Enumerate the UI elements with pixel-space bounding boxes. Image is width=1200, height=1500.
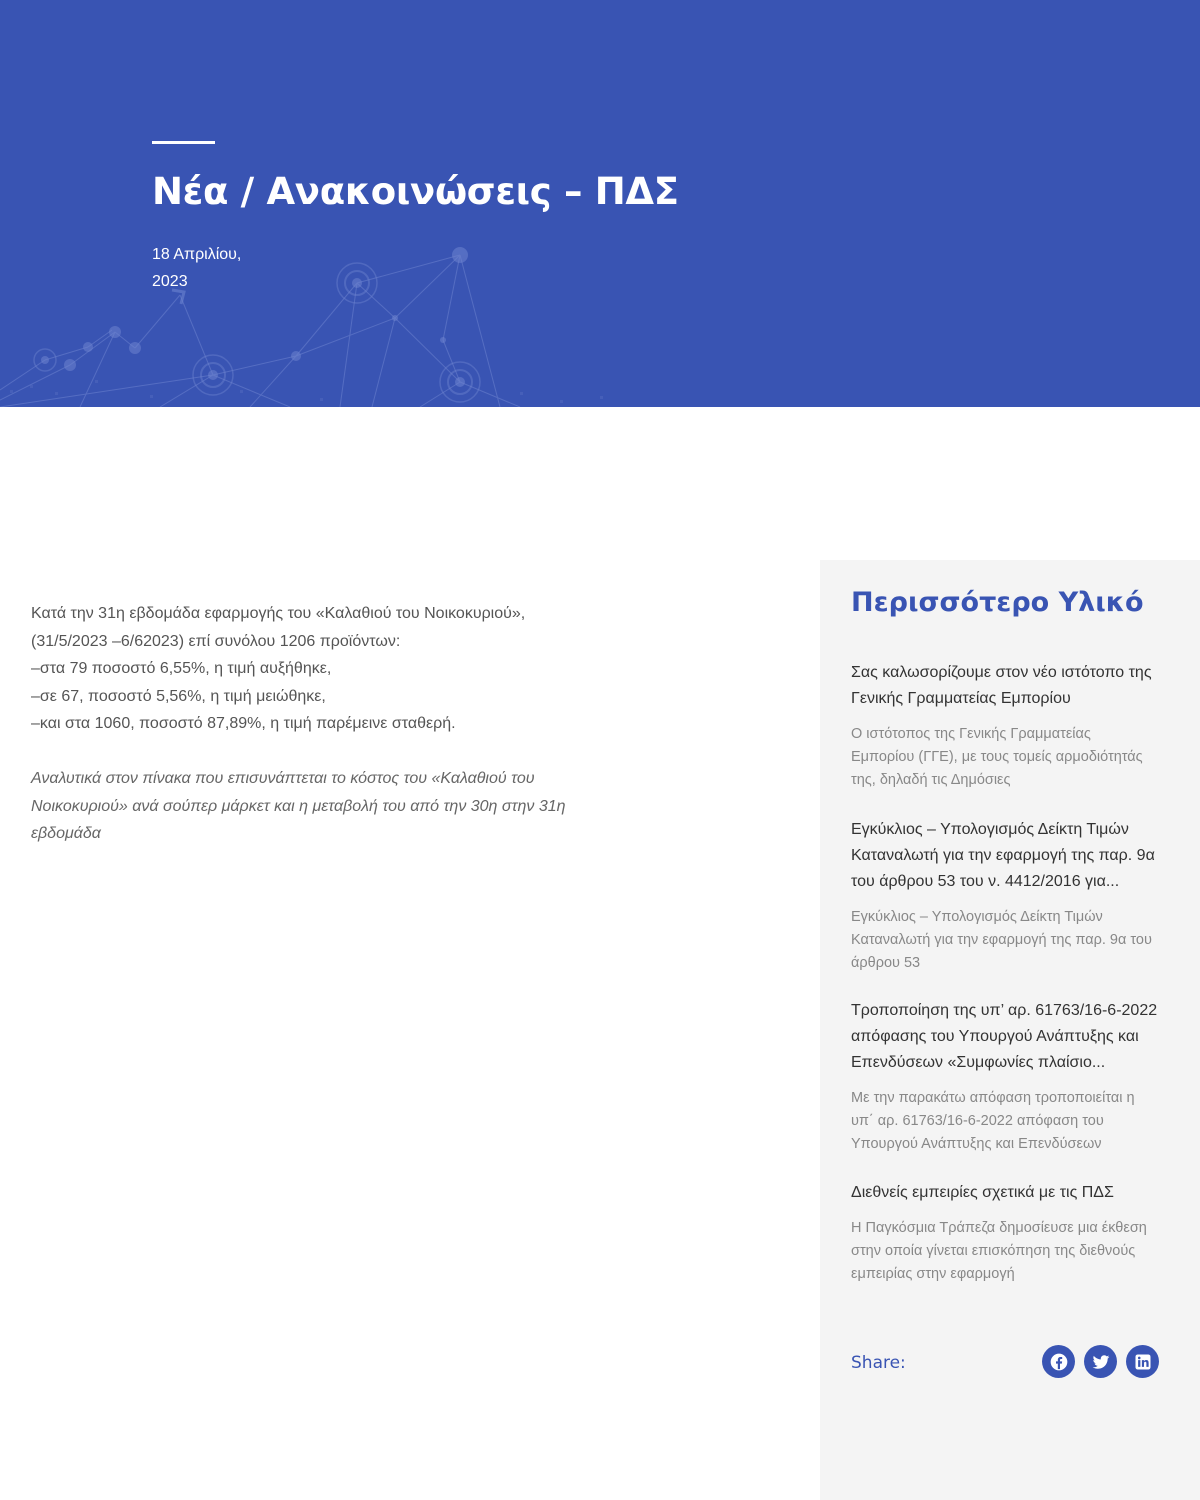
post-title-line: Γενικής Γραμματείας Εμπορίου [851,690,1071,707]
article-line: –και στα 1060, ποσοστό 87,89%, η τιμή παρέμεινε σταθερή. [31,715,456,732]
post-excerpt-line: Ο ιστότοπος της Γενικής Γραμματείας [851,726,1091,742]
post-excerpt-line: υπ΄ αρ. 61763/16-6-2022 απόφαση του [851,1113,1104,1129]
post-excerpt-line: Εμπορίου (ΓΓΕ), με τους τομείς αρμοδιότητάς [851,749,1143,765]
post-title-line: Διεθνείς εμπειρίες σχετικά με τις ΠΔΣ [851,1184,1114,1201]
post-title-line: Επενδύσεων «Συμφωνίες πλαίσιο... [851,1054,1106,1071]
post-excerpt-line: Καταναλωτή για την εφαρμογή της παρ. 9α του [851,932,1152,948]
article-body [31,600,601,848]
linkedin-icon [1134,1353,1152,1371]
article-note-line: εβδομάδα [31,825,101,842]
linkedin-share-button[interactable] [1126,1345,1159,1378]
facebook-share-button[interactable] [1042,1345,1075,1378]
post-excerpt-line: Η Παγκόσμια Τράπεζα δημοσίευσε μια έκθεση [851,1220,1147,1236]
post-title-line: απόφασης του Υπουργού Ανάπτυξης και [851,1028,1139,1045]
sidebar-post [851,660,1171,792]
page-hero [0,0,1200,407]
article-line: (31/5/2023 –6/62023) επί συνόλου 1206 προϊόντων: [31,632,401,650]
page-title: Νέα / Ανακοινώσεις – ΠΔΣ [152,170,679,213]
sidebar-post-title-link[interactable] [851,660,1171,712]
post-title-line: Τροποποίηση της υπ’ αρ. 61763/16-6-2022 [851,1002,1158,1019]
post-title-line: Σας καλωσορίζουμε στον νέο ιστότοπο της [851,664,1152,681]
sidebar-post-title-link[interactable] [851,1180,1171,1206]
sidebar-more-material [820,560,1200,1500]
article-line: –στα 79 ποσοστό 6,55%, η τιμή αυξήθηκε, [31,660,332,677]
sidebar-post-excerpt [851,906,1171,975]
twitter-icon [1091,1352,1111,1372]
sidebar-post-excerpt [851,1217,1171,1286]
sidebar-post-excerpt [851,1087,1171,1156]
post-title-line: Καταναλωτή για την εφαρμογή της παρ. 9α [851,847,1155,864]
post-excerpt-line: Υπουργού Ανάπτυξης και Επενδύσεων [851,1136,1102,1152]
post-title-line: του άρθρου 53 του ν. 4412/2016 για... [851,873,1120,890]
post-excerpt-line: Εγκύκλιος – Υπολογισμός Δείκτη Τιμών [851,909,1103,925]
article-line: –σε 67, ποσοστό 5,56%, η τιμή μειώθηκε, [31,687,326,705]
post-excerpt-line: Με την παρακάτω απόφαση τροποποιείται η [851,1090,1135,1106]
sidebar-post-title-link[interactable] [851,817,1171,895]
hero-accent-rule [152,141,215,144]
post-date-day: 18 Απριλίου, [152,246,242,263]
twitter-share-button[interactable] [1084,1345,1117,1378]
sidebar-post [851,817,1171,975]
share-label: Share: [851,1353,906,1373]
post-date [152,241,292,295]
facebook-icon [1049,1352,1069,1372]
post-excerpt-line: άρθρου 53 [851,955,921,971]
sidebar-post-title-link[interactable] [851,998,1171,1076]
article-note-line: Αναλυτικά στον πίνακα που επισυνάπτεται το κόστος του «Καλαθιού του [31,770,535,787]
article-note-line: Νοικοκυριού» ανά σούπερ μάρκετ και η μεταβολή του από την 30η στην 31η [31,797,566,815]
post-excerpt-line: εμπειρίας στην εφαρμογή [851,1266,1015,1282]
post-title-line: Εγκύκλιος – Υπολογισμός Δείκτη Τιμών [851,821,1129,838]
paragraph-gap [31,738,601,766]
sidebar-post [851,998,1171,1156]
post-date-year: 2023 [152,273,188,290]
article-line: Κατά την 31η εβδομάδα εφαρμογής του «Καλαθιού του Νοικοκυριού», [31,605,526,622]
sidebar-post-excerpt [851,723,1171,792]
post-excerpt-line: στην οποία γίνεται επισκόπηση της διεθνούς [851,1243,1136,1259]
sidebar-post [851,1180,1171,1286]
post-excerpt-line: της, δηλαδή τις Δημόσιες [851,772,1011,788]
sidebar-title: Περισσότερο Υλικό [851,587,1144,618]
